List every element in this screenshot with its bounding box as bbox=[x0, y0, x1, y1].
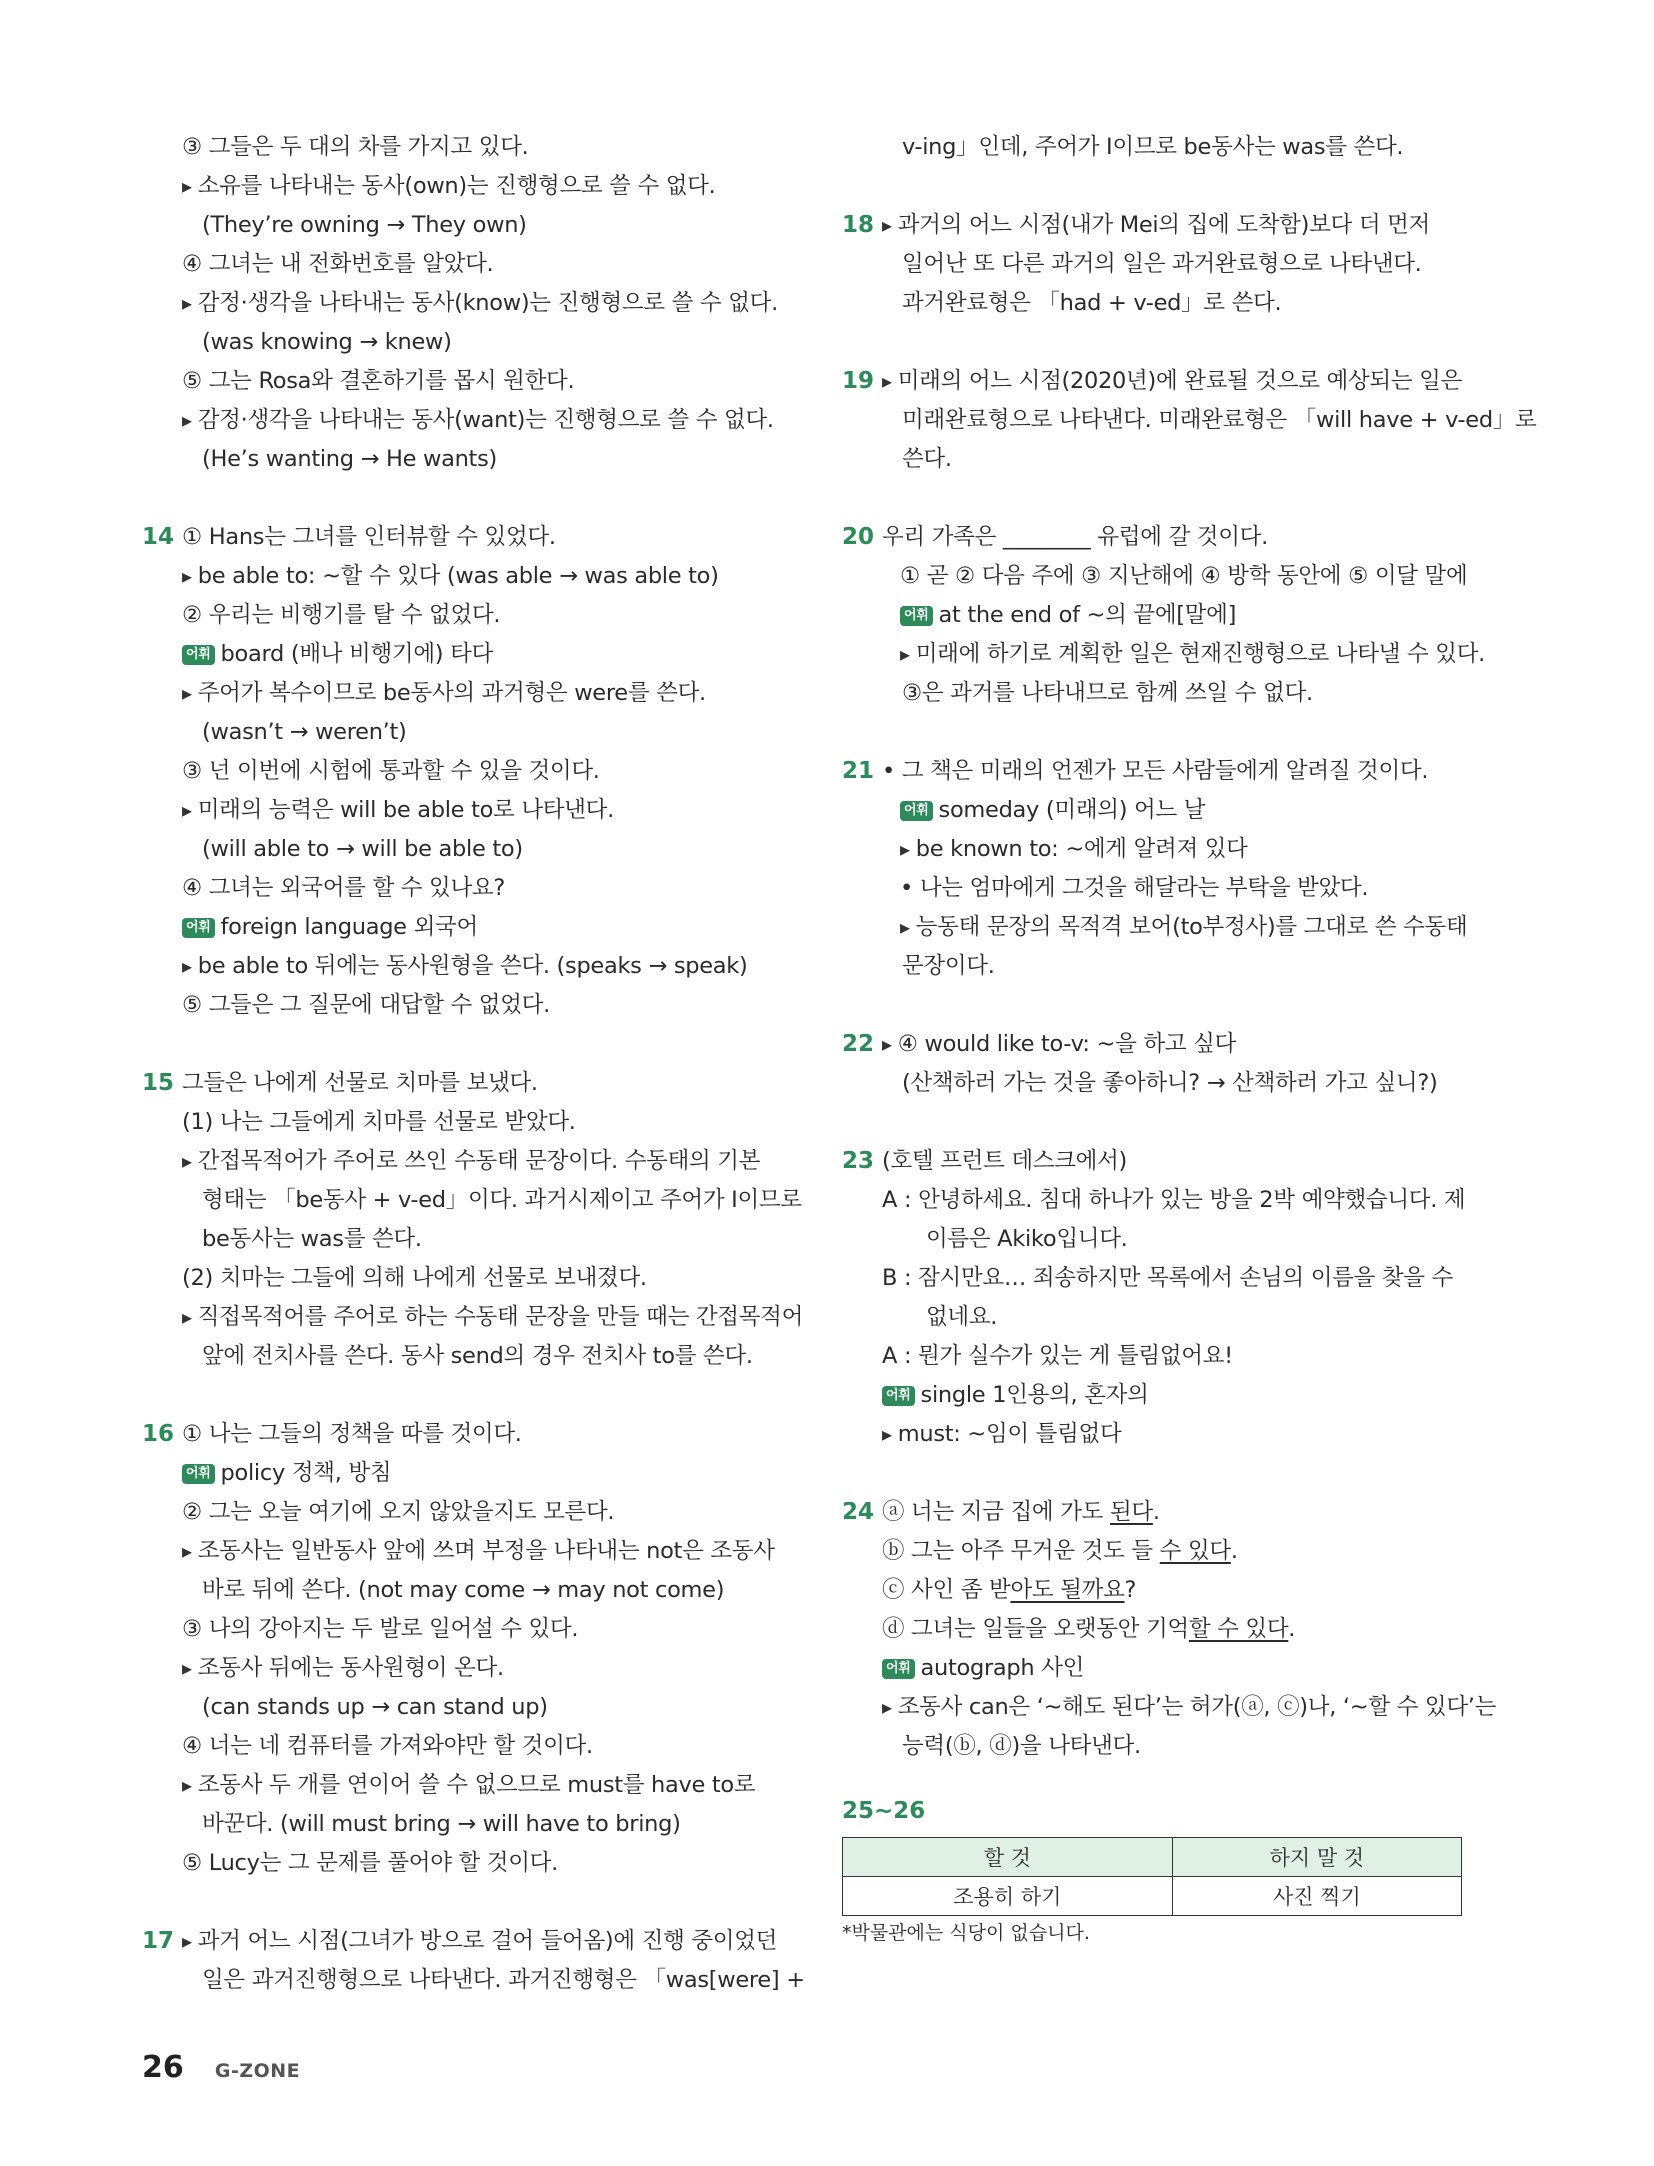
vocab-text: at the end of ~의 끝에[말에] bbox=[938, 602, 1237, 628]
explanation-line: ▸ 과거의 어느 시점(내가 Mei의 집에 도착함)보다 더 먼저 bbox=[842, 206, 1472, 245]
question-19 bbox=[842, 362, 1537, 479]
answer-line: ① 나는 그들의 정책을 따를 것이다. bbox=[182, 1421, 522, 1447]
answer-line: ② 그는 오늘 여기에 오지 않았을지도 모른다. bbox=[182, 1499, 615, 1525]
question-number: 19 bbox=[842, 368, 875, 394]
table-header: 할 것 bbox=[843, 1838, 1173, 1877]
answer-table bbox=[842, 1837, 1462, 1916]
question-line: 우리 가족은 ________ 유럽에 갈 것이다. bbox=[882, 524, 1268, 550]
answer-line: ④ 그녀는 내 전화번호를 알았다. bbox=[182, 251, 494, 277]
answer-line: ③ 넌 이번에 시험에 통과할 수 있을 것이다. bbox=[182, 758, 600, 784]
dialogue-line: A : 안녕하세요. 침대 하나가 있는 방을 2박 예약했습니다. 제 bbox=[882, 1187, 1466, 1213]
correction-line: (was knowing → knew) bbox=[202, 329, 452, 355]
explanation-line: ▸ 감정·생각을 나타내는 동사(know)는 진행형으로 쓸 수 없다. bbox=[142, 284, 782, 323]
answer-line: ⑤ 그는 Rosa와 결혼하기를 몹시 원한다. bbox=[182, 368, 575, 394]
vocab-badge: 어휘 bbox=[182, 1464, 215, 1484]
text: ? bbox=[1124, 1577, 1137, 1603]
vocab-line bbox=[142, 1454, 782, 1493]
left-column bbox=[142, 128, 805, 2000]
question-number: 22 bbox=[842, 1031, 875, 1057]
explanation-line: ▸ 소유를 나타내는 동사(own)는 진행형으로 쓸 수 없다. bbox=[142, 167, 782, 206]
explanation-line: 쓴다. bbox=[902, 446, 952, 472]
vocab-badge: 어휘 bbox=[900, 801, 933, 821]
table-cell: 사진 찍기 bbox=[1172, 1877, 1461, 1916]
explanation-line: ▸ 조동사는 일반동사 앞에 쓰며 부정을 나타내는 not은 조동사 bbox=[142, 1532, 782, 1571]
table-header-row bbox=[843, 1838, 1462, 1877]
answer-line bbox=[842, 1493, 1472, 1532]
table-header: 하지 말 것 bbox=[1172, 1838, 1461, 1877]
dialogue-line: A : 뭔가 실수가 있는 게 틀림없어요! bbox=[882, 1343, 1233, 1369]
explanation-line: ▸ 조동사 뒤에는 동사원형이 온다. bbox=[142, 1649, 782, 1688]
question-line: 그들은 나에게 선물로 치마를 보냈다. bbox=[182, 1070, 538, 1096]
question-25-26 bbox=[842, 1792, 1472, 1950]
answer-line: ⑤ Lucy는 그 문제를 풀어야 할 것이다. bbox=[182, 1850, 558, 1876]
right-column bbox=[842, 128, 1537, 1950]
vocab-line bbox=[842, 1649, 1472, 1688]
question-14 bbox=[142, 518, 782, 1025]
question-23 bbox=[842, 1142, 1472, 1454]
context-line: (호텔 프런트 데스크에서) bbox=[882, 1148, 1128, 1174]
answer-line: ⑤ 그들은 그 질문에 대답할 수 없었다. bbox=[182, 992, 550, 1018]
answer-line: ② 우리는 비행기를 탈 수 없었다. bbox=[182, 602, 501, 628]
question-number: 18 bbox=[842, 212, 875, 238]
table-note: *박물관에는 식당이 없습니다. bbox=[842, 1922, 1090, 1944]
explanation-line: ▸ 능동태 문장의 목적격 보어(to부정사)를 그대로 쓴 수동태 bbox=[842, 908, 1472, 947]
explanation-line: ▸ 직접목적어를 주어로 하는 수동태 문장을 만들 때는 간접목적어 bbox=[142, 1298, 782, 1337]
question-number: 23 bbox=[842, 1148, 875, 1174]
question-21 bbox=[842, 752, 1472, 986]
vocab-text: board (배나 비행기에) 타다 bbox=[220, 641, 493, 667]
explanation-line: ▸ 과거 어느 시점(그녀가 방으로 걸어 들어옴)에 진행 중이었던 bbox=[142, 1922, 782, 1961]
answer-line: ④ 너는 네 컴퓨터를 가져와야만 할 것이다. bbox=[182, 1733, 593, 1759]
explanation-line: ▸ be able to: ~할 수 있다 (was able → was able to) bbox=[142, 557, 782, 596]
explanation-line: 일은 과거진행형으로 나타낸다. 과거진행형은 「was[were] + bbox=[202, 1967, 805, 1993]
dialogue-line: 이름은 Akiko입니다. bbox=[926, 1226, 1128, 1252]
underlined-text: 할 수 있다 bbox=[1188, 1616, 1289, 1642]
question-22 bbox=[842, 1025, 1472, 1103]
explanation-line: ▸ be known to: ~에게 알려져 있다 bbox=[842, 830, 1472, 869]
sentence-line: • 그 책은 미래의 언젠가 모든 사람들에게 알려질 것이다. bbox=[882, 758, 1429, 784]
explanation-line: v-ing」인데, 주어가 I이므로 be동사는 was를 쓴다. bbox=[902, 134, 1404, 160]
dialogue-line: B : 잠시만요… 죄송하지만 목록에서 손님의 이름을 찾을 수 bbox=[882, 1265, 1454, 1291]
explanation-line: 앞에 전치사를 쓴다. 동사 send의 경우 전치사 to를 쓴다. bbox=[202, 1343, 753, 1369]
underlined-text: 아도 될까요 bbox=[1010, 1577, 1125, 1603]
options-line: ① 곧 ② 다음 주에 ③ 지난해에 ④ 방학 동안에 ⑤ 이달 말에 bbox=[900, 563, 1468, 589]
explanation-line: (산책하러 가는 것을 좋아하니? → 산책하러 가고 싶니?) bbox=[902, 1070, 1438, 1096]
explanation-line: ▸ be able to 뒤에는 동사원형을 쓴다. (speaks → speak) bbox=[142, 947, 782, 986]
vocab-badge: 어휘 bbox=[182, 918, 215, 938]
explanation-line: be동사는 was를 쓴다. bbox=[202, 1226, 422, 1252]
explanation-line: ③은 과거를 나타내므로 함께 쓰일 수 없다. bbox=[902, 680, 1313, 706]
vocab-badge: 어휘 bbox=[882, 1659, 915, 1679]
explanation-line: ▸ 미래에 하기로 계획한 일은 현재진행형으로 나타낼 수 있다. bbox=[842, 635, 1472, 674]
explanation-line: ▸ 감정·생각을 나타내는 동사(want)는 진행형으로 쓸 수 없다. bbox=[142, 401, 782, 440]
question-24 bbox=[842, 1493, 1497, 1766]
explanation-line: ▸ ④ would like to-v: ~을 하고 싶다 bbox=[842, 1025, 1472, 1064]
question-18 bbox=[842, 206, 1472, 323]
answer-line: (1) 나는 그들에게 치마를 선물로 받았다. bbox=[182, 1109, 576, 1135]
correction-line: (will able to → will be able to) bbox=[202, 836, 523, 862]
question-number: 21 bbox=[842, 758, 875, 784]
question-15 bbox=[142, 1064, 804, 1376]
explanation-line: 능력(ⓑ, ⓓ)을 나타낸다. bbox=[902, 1733, 1141, 1759]
text: ⓐ 너는 지금 집에 가도 bbox=[882, 1499, 1110, 1525]
vocab-line bbox=[142, 908, 782, 947]
correction-line: (wasn’t → weren’t) bbox=[202, 719, 407, 745]
explanation-line: 일어난 또 다른 과거의 일은 과거완료형으로 나타낸다. bbox=[902, 251, 1422, 277]
explanation-line: 형태는 「be동사 + v-ed」이다. 과거시제이고 주어가 I이므로 bbox=[202, 1187, 802, 1213]
question-number: 15 bbox=[142, 1070, 175, 1096]
vocab-text: policy 정책, 방침 bbox=[220, 1460, 392, 1486]
question-number: 17 bbox=[142, 1928, 175, 1954]
explanation-line: ▸ 주어가 복수이므로 be동사의 과거형은 were를 쓴다. bbox=[142, 674, 782, 713]
answer-line: ③ 나의 강아지는 두 발로 일어설 수 있다. bbox=[182, 1616, 579, 1642]
vocab-badge: 어휘 bbox=[882, 1386, 915, 1406]
table-cell: 조용히 하기 bbox=[843, 1877, 1173, 1916]
book-brand: G-ZONE bbox=[214, 2060, 301, 2082]
vocab-line bbox=[842, 791, 1472, 830]
q17-continuation bbox=[842, 128, 1472, 167]
explanation-line: ▸ 조동사 두 개를 연이어 쓸 수 없으므로 must를 have to로 bbox=[142, 1766, 782, 1805]
explanation-line: 미래완료형으로 나타낸다. 미래완료형은 「will have + v-ed」로 bbox=[902, 407, 1537, 433]
explanation-line: 바로 뒤에 쓴다. (not may come → may not come) bbox=[202, 1577, 725, 1603]
question-20 bbox=[842, 518, 1486, 713]
explanation-line: 과거완료형은 「had + v-ed」로 쓴다. bbox=[902, 290, 1282, 316]
explanation-line: 바꾼다. (will must bring → will have to bring) bbox=[202, 1811, 681, 1837]
vocab-badge: 어휘 bbox=[182, 645, 215, 665]
question-17 bbox=[142, 1922, 805, 2000]
vocab-line bbox=[842, 1376, 1472, 1415]
explanation-line: 문장이다. bbox=[902, 953, 995, 979]
underlined-text: 된다 bbox=[1109, 1499, 1153, 1525]
page-number: 26 bbox=[142, 2050, 184, 2085]
table-row bbox=[843, 1877, 1462, 1916]
vocab-badge: 어휘 bbox=[900, 606, 933, 626]
question-number: 20 bbox=[842, 524, 875, 550]
question-number: 14 bbox=[142, 524, 175, 550]
answer-line: ④ 그녀는 외국어를 할 수 있나요? bbox=[182, 875, 505, 901]
vocab-line bbox=[142, 635, 782, 674]
text: . bbox=[1288, 1616, 1296, 1642]
correction-line: (They’re owning → They own) bbox=[202, 212, 527, 238]
explanation-line: ▸ 간접목적어가 주어로 쓰인 수동태 문장이다. 수동태의 기본 bbox=[142, 1142, 782, 1181]
answer-line: (2) 치마는 그들에 의해 나에게 선물로 보내졌다. bbox=[182, 1265, 647, 1291]
vocab-text: foreign language 외국어 bbox=[220, 914, 478, 940]
q13-continuation bbox=[142, 128, 782, 479]
explanation-line: ▸ 조동사 can은 ‘~해도 된다’는 허가(ⓐ, ⓒ)나, ‘~할 수 있다’는 bbox=[842, 1688, 1472, 1727]
question-number: 24 bbox=[842, 1499, 875, 1525]
dialogue-line: 없네요. bbox=[926, 1304, 998, 1330]
correction-line: (He’s wanting → He wants) bbox=[202, 446, 497, 472]
text: ⓓ 그녀는 일들을 오랫동안 기억 bbox=[882, 1616, 1189, 1642]
question-16 bbox=[142, 1415, 782, 1883]
text: . bbox=[1230, 1538, 1238, 1564]
correction-line: (can stands up → can stand up) bbox=[202, 1694, 548, 1720]
answer-line bbox=[842, 1610, 1472, 1649]
answer-line: ③ 그들은 두 대의 차를 가지고 있다. bbox=[182, 134, 529, 160]
text: ⓑ 그는 아주 무거운 것도 들 bbox=[882, 1538, 1160, 1564]
vocab-line bbox=[842, 596, 1472, 635]
section-title: 25~26 bbox=[842, 1798, 926, 1824]
text: ⓒ 사인 좀 받 bbox=[882, 1577, 1011, 1603]
page-footer bbox=[142, 2050, 300, 2085]
answer-line bbox=[842, 1571, 1472, 1610]
question-number: 16 bbox=[142, 1421, 175, 1447]
answer-line bbox=[842, 1532, 1472, 1571]
vocab-text: autograph 사인 bbox=[920, 1655, 1085, 1681]
sentence-line: • 나는 엄마에게 그것을 해달라는 부탁을 받았다. bbox=[900, 875, 1369, 901]
explanation-line: ▸ 미래의 능력은 will be able to로 나타낸다. bbox=[142, 791, 782, 830]
vocab-text: someday (미래의) 어느 날 bbox=[938, 797, 1206, 823]
explanation-line: ▸ must: ~임이 틀림없다 bbox=[842, 1415, 1472, 1454]
underlined-text: 수 있다 bbox=[1159, 1538, 1231, 1564]
vocab-text: single 1인용의, 혼자의 bbox=[920, 1382, 1149, 1408]
explanation-line: ▸ 미래의 어느 시점(2020년)에 완료될 것으로 예상되는 일은 bbox=[842, 362, 1472, 401]
answer-line: ① Hans는 그녀를 인터뷰할 수 있었다. bbox=[182, 524, 556, 550]
text: . bbox=[1152, 1499, 1160, 1525]
